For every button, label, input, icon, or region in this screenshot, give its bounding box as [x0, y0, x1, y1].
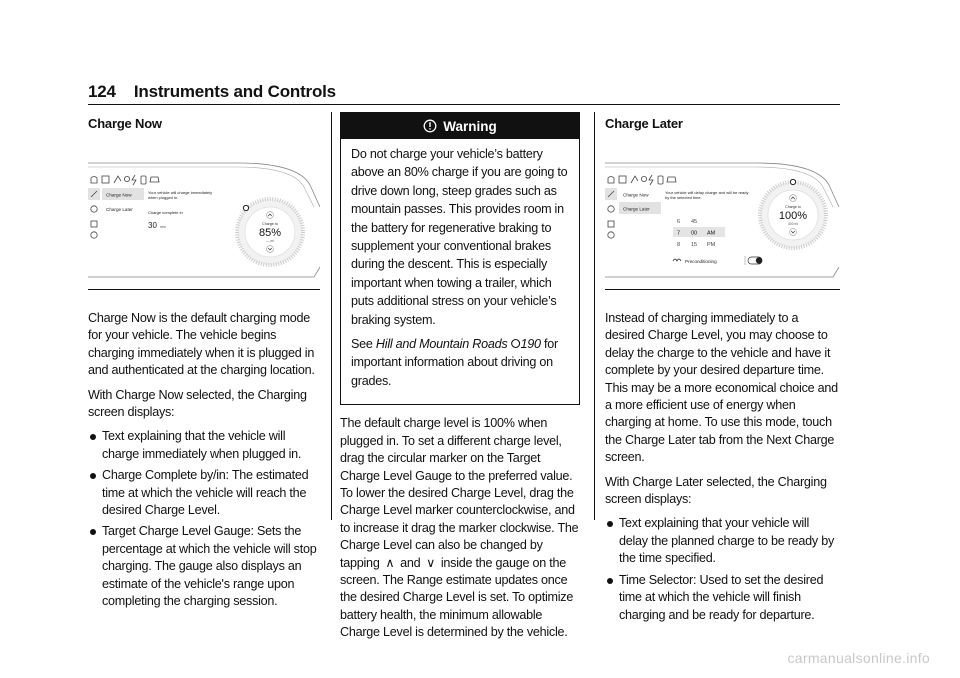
- time-hour-row-3[interactable]: 8: [677, 242, 681, 248]
- column-divider-2: [594, 112, 595, 520]
- charge-now-displays: With Charge Now selected, the Charging screen displays:: [88, 387, 307, 420]
- gauge-value: 100%: [778, 210, 808, 222]
- charge-later-screen-illustration: [605, 145, 840, 283]
- increase-charge-button[interactable]: [790, 195, 797, 202]
- gauge-value: 85%: [258, 227, 282, 239]
- warning-text: Do not charge your vehicle’s battery above an 80% charge if you are going to drive down long, steep grades such as mountain passes. This provides room in the battery for regenerative braking to supplement your conventional brakes during the descent. This is especially important when towing a trailer, which puts additional stress on your vehicle’s braking system.: [351, 147, 568, 327]
- gauge-text: inside the gauge on the screen. The Range estimate updates once the desired Charge Level is set. To optimize battery health, the minimum allowable Charge Level is determined by the vehicle.: [340, 555, 574, 640]
- column-charge-now: [88, 112, 320, 615]
- list-item: Text explaining that the vehicle will charge immediately when plugged in.: [88, 428, 320, 463]
- hill-mountain-roads-link[interactable]: Hill and Mountain Roads: [375, 337, 508, 352]
- charge-complete-label: Charge complete in: [148, 210, 183, 215]
- preconditioning-label: Preconditioning: [685, 259, 717, 264]
- tapping-text: tapping: [340, 555, 380, 570]
- gauge-range: 400 mi: [788, 222, 798, 226]
- screen-message-line-2: when plugged in.: [148, 195, 179, 200]
- list-item: Time Selector: Used to set the desired time at which the vehicle will finish charging and be ready for departure.: [605, 572, 840, 624]
- figure-rule: [605, 289, 840, 290]
- default-charge-text: The default charge level is 100% when plugged in. To set a different charge level, drag the circular marker on the Target Charge Level Gauge to the preferred value. To lower the desired Charge Level, drag the Charge Level marker counterclockwise, and to increase it drag the marker clockwise. The Charge Level can also be changed by: [340, 416, 579, 553]
- gauge-range: — mi: [266, 239, 274, 243]
- warning-see-also: [351, 335, 569, 390]
- target-charge-gauge[interactable]: [760, 179, 826, 248]
- charge-now-bullets: [88, 428, 320, 610]
- charge-later-bullets: [605, 515, 840, 623]
- warning-icon: [423, 119, 437, 133]
- charge-now-screen-illustration: [88, 145, 320, 283]
- page-number: 124: [88, 82, 116, 101]
- charge-level-marker[interactable]: [790, 179, 795, 184]
- list-item: Charge Complete by/in: The estimated time at which the vehicle will reach the desired Charge Level.: [88, 467, 320, 519]
- screen-message-line-1: Your vehicle will charge immediately: [148, 190, 213, 195]
- top-icon-row: [608, 175, 676, 185]
- time-ampm-selected[interactable]: AM: [707, 230, 716, 237]
- warning-title: Warning: [443, 118, 497, 134]
- figure-charge-now-screen: [88, 145, 320, 283]
- charge-complete-unit: min: [160, 225, 167, 229]
- time-minute-row-3[interactable]: 15: [691, 242, 698, 248]
- gauge-label: Charge to: [262, 222, 278, 226]
- increase-charge-button[interactable]: [267, 212, 274, 219]
- column-warning: [340, 112, 580, 649]
- warning-header: [341, 113, 579, 139]
- decrease-charge-button[interactable]: [790, 229, 797, 236]
- warning-body: [341, 139, 579, 404]
- charge-later-displays: With Charge Later selected, the Charging screen displays:: [605, 474, 827, 507]
- tab-charge-now[interactable]: Charge Now: [623, 192, 649, 198]
- charge-complete-value: 30: [148, 221, 157, 230]
- default-charge-paragraph: [340, 415, 580, 641]
- charge-now-intro: Charge Now is the default charging mode for your vehicle. The vehicle begins charging immediately when it is plugged in and authenticated at the charging location.: [88, 311, 315, 378]
- figure-charge-later-screen: [605, 145, 840, 283]
- page-header-text: [88, 82, 336, 102]
- column-divider-1: [331, 112, 332, 520]
- time-selector[interactable]: [673, 219, 725, 248]
- top-icon-row: [91, 175, 159, 185]
- time-minute-selected[interactable]: 00: [691, 230, 698, 237]
- chevron-down-icon: ∨: [426, 555, 436, 570]
- section-title: Instruments and Controls: [133, 82, 336, 101]
- page-header: [88, 82, 840, 105]
- time-hour-row-1[interactable]: 6: [677, 219, 681, 225]
- preconditioning-control[interactable]: [673, 256, 762, 265]
- screen-message-line-1: Your vehicle will delay charge and will be ready: [665, 190, 749, 195]
- see-suffix: for important information about driving on grades.: [351, 337, 558, 388]
- page-ref-number: 190: [520, 337, 541, 352]
- figure-rule: [88, 289, 320, 290]
- screen-message-line-2: by the selected time.: [665, 195, 702, 200]
- page-ref-icon: ⭘: [510, 337, 521, 352]
- tab-charge-later[interactable]: Charge Later: [106, 207, 133, 212]
- time-minute-row-1[interactable]: 45: [691, 219, 698, 225]
- charge-level-marker[interactable]: [243, 205, 248, 210]
- gauge-label: Charge to: [785, 205, 801, 209]
- list-item: Target Charge Level Gauge: Sets the percentage at which the vehicle will stop charging. The gauge also displays an estimate of the vehicle's range upon completing the charging session.: [88, 523, 320, 610]
- subhead-charge-now: Charge Now: [88, 116, 162, 131]
- see-prefix: See: [351, 337, 373, 352]
- warning-box: [340, 112, 580, 405]
- tab-charge-later[interactable]: Charge Later: [623, 206, 650, 212]
- charge-later-intro: Instead of charging immediately to a desired Charge Level, you may choose to delay the charge to the vehicle and have it complete by your desired departure time. This may be a more economical choice and a more efficient use of energy when charging at home. To use this mode, touch the Charge Later tab from the Next Charge screen.: [605, 311, 838, 465]
- subhead-charge-later: Charge Later: [605, 116, 683, 131]
- time-ampm-row-3[interactable]: PM: [707, 242, 716, 248]
- chevron-up-icon: ∧: [385, 555, 395, 570]
- decrease-charge-button[interactable]: [267, 246, 274, 253]
- list-item: Text explaining that your vehicle will delay the planned charge to be ready by the time specified.: [605, 515, 840, 567]
- time-hour-selected[interactable]: 7: [677, 230, 681, 237]
- preconditioning-icon: [673, 259, 681, 261]
- column-charge-later: [605, 112, 840, 628]
- target-charge-gauge[interactable]: [237, 199, 303, 265]
- footer-watermark: carmanualsonline.info: [787, 650, 930, 666]
- and-text: and: [400, 555, 421, 570]
- tab-charge-now[interactable]: Charge Now: [106, 192, 132, 198]
